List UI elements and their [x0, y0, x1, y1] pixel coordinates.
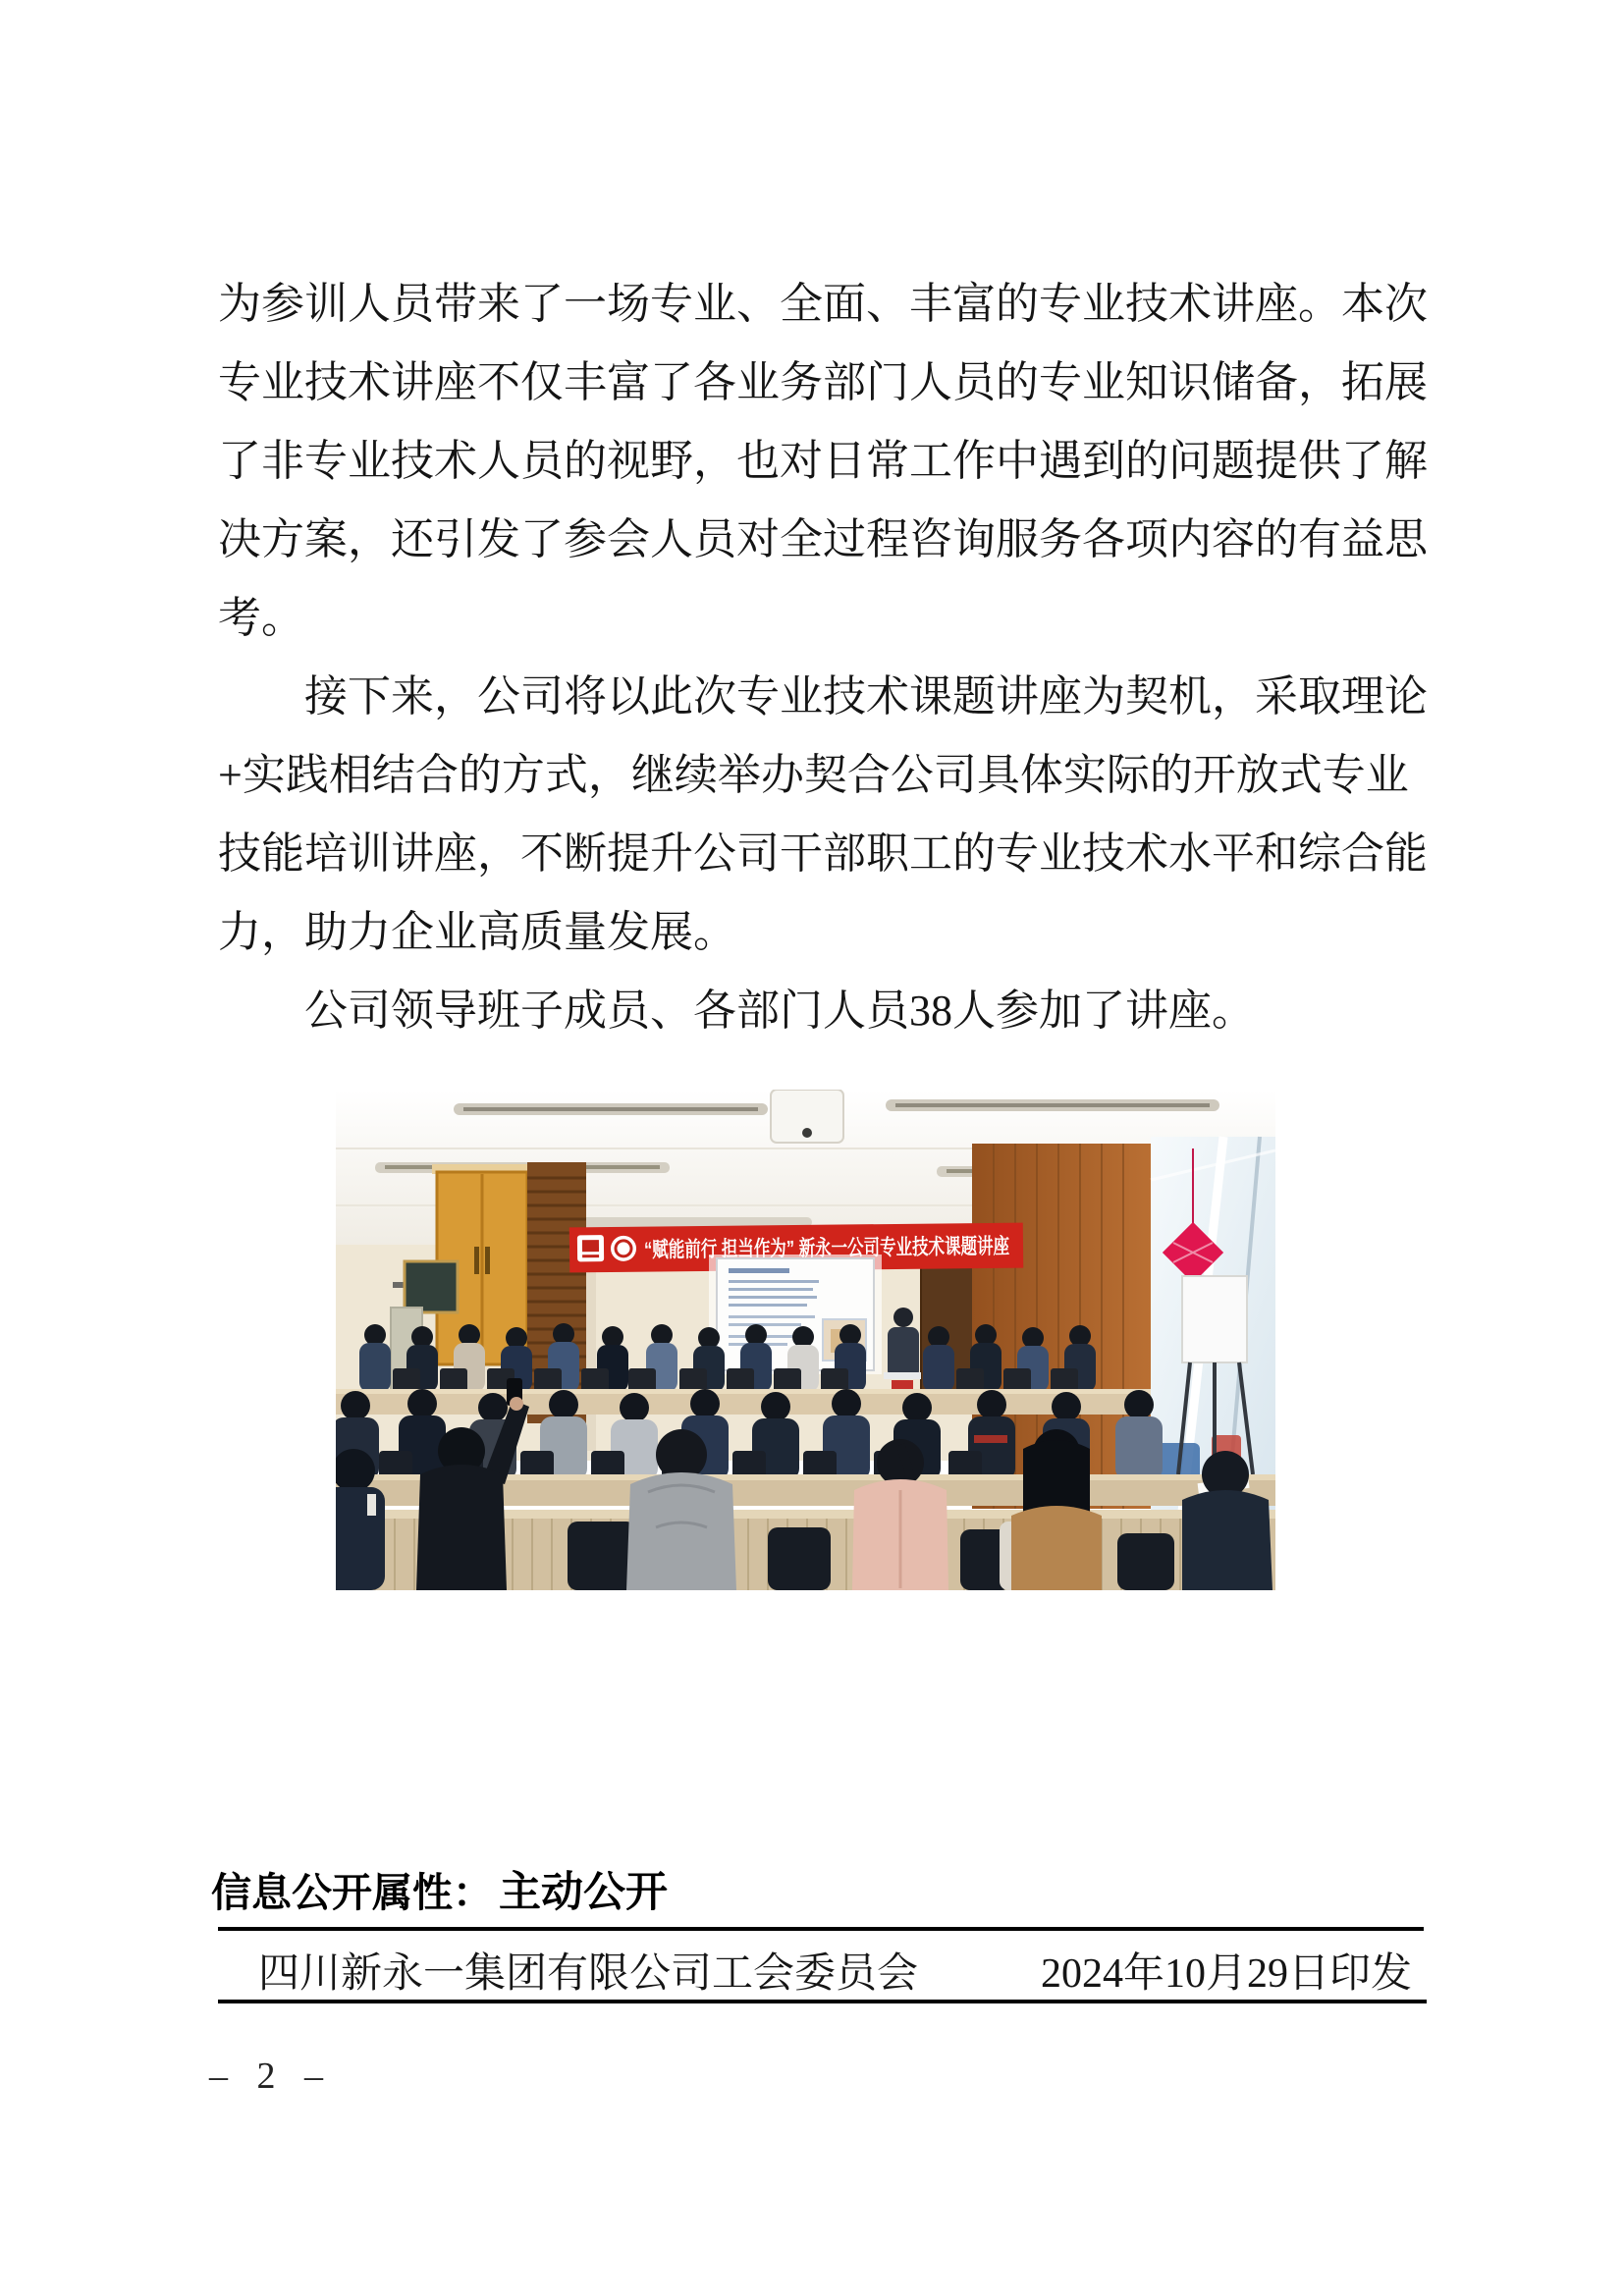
page-number: – 2 –	[209, 2056, 333, 2097]
disclosure-attribute	[211, 1867, 668, 1918]
body-text	[218, 265, 1428, 1050]
issuing-organization: 四川新永一集团有限公司工会委员会	[258, 1951, 919, 1997]
print-date: 2024年10月29日印发	[1040, 1951, 1412, 1997]
footer-divider-bottom	[218, 2000, 1427, 2003]
body-line: 了非专业技术人员的视野，也对日常工作中遇到的问题提供了解	[218, 437, 1428, 485]
body-line: 公司领导班子成员、各部门人员38人参加了讲座。	[304, 987, 1255, 1035]
body-line: 力，助力企业高质量发展。	[218, 908, 736, 956]
body-line: 考。	[218, 594, 304, 642]
body-line: +实践相结合的方式，继续举办契合公司具体实际的开放式专业	[218, 751, 1409, 799]
banner-text: “赋能前行 担当作为” 新永一公司专业技术课题讲座	[643, 1232, 1132, 1262]
footer-divider-top	[218, 1927, 1424, 1931]
lecture-photo	[336, 1090, 1275, 1590]
body-line: 决方案，还引发了参会人员对全过程咨询服务各项内容的有益思	[218, 515, 1428, 563]
body-line: 专业技术讲座不仅丰富了各业务部门人员的专业知识储备，拓展	[218, 358, 1428, 406]
body-line: 接下来，公司将以此次专业技术课题讲座为契机，采取理论	[304, 672, 1428, 721]
disclosure-attribute-value: 主动公开	[499, 1870, 668, 1916]
projector	[771, 1090, 843, 1143]
body-line: 为参训人员带来了一场专业、全面、丰富的专业技术讲座。本次	[218, 280, 1428, 328]
disclosure-attribute-label: 信息公开属性：	[211, 1870, 493, 1915]
body-line: 技能培训讲座，不断提升公司干部职工的专业技术水平和综合能	[218, 829, 1428, 878]
